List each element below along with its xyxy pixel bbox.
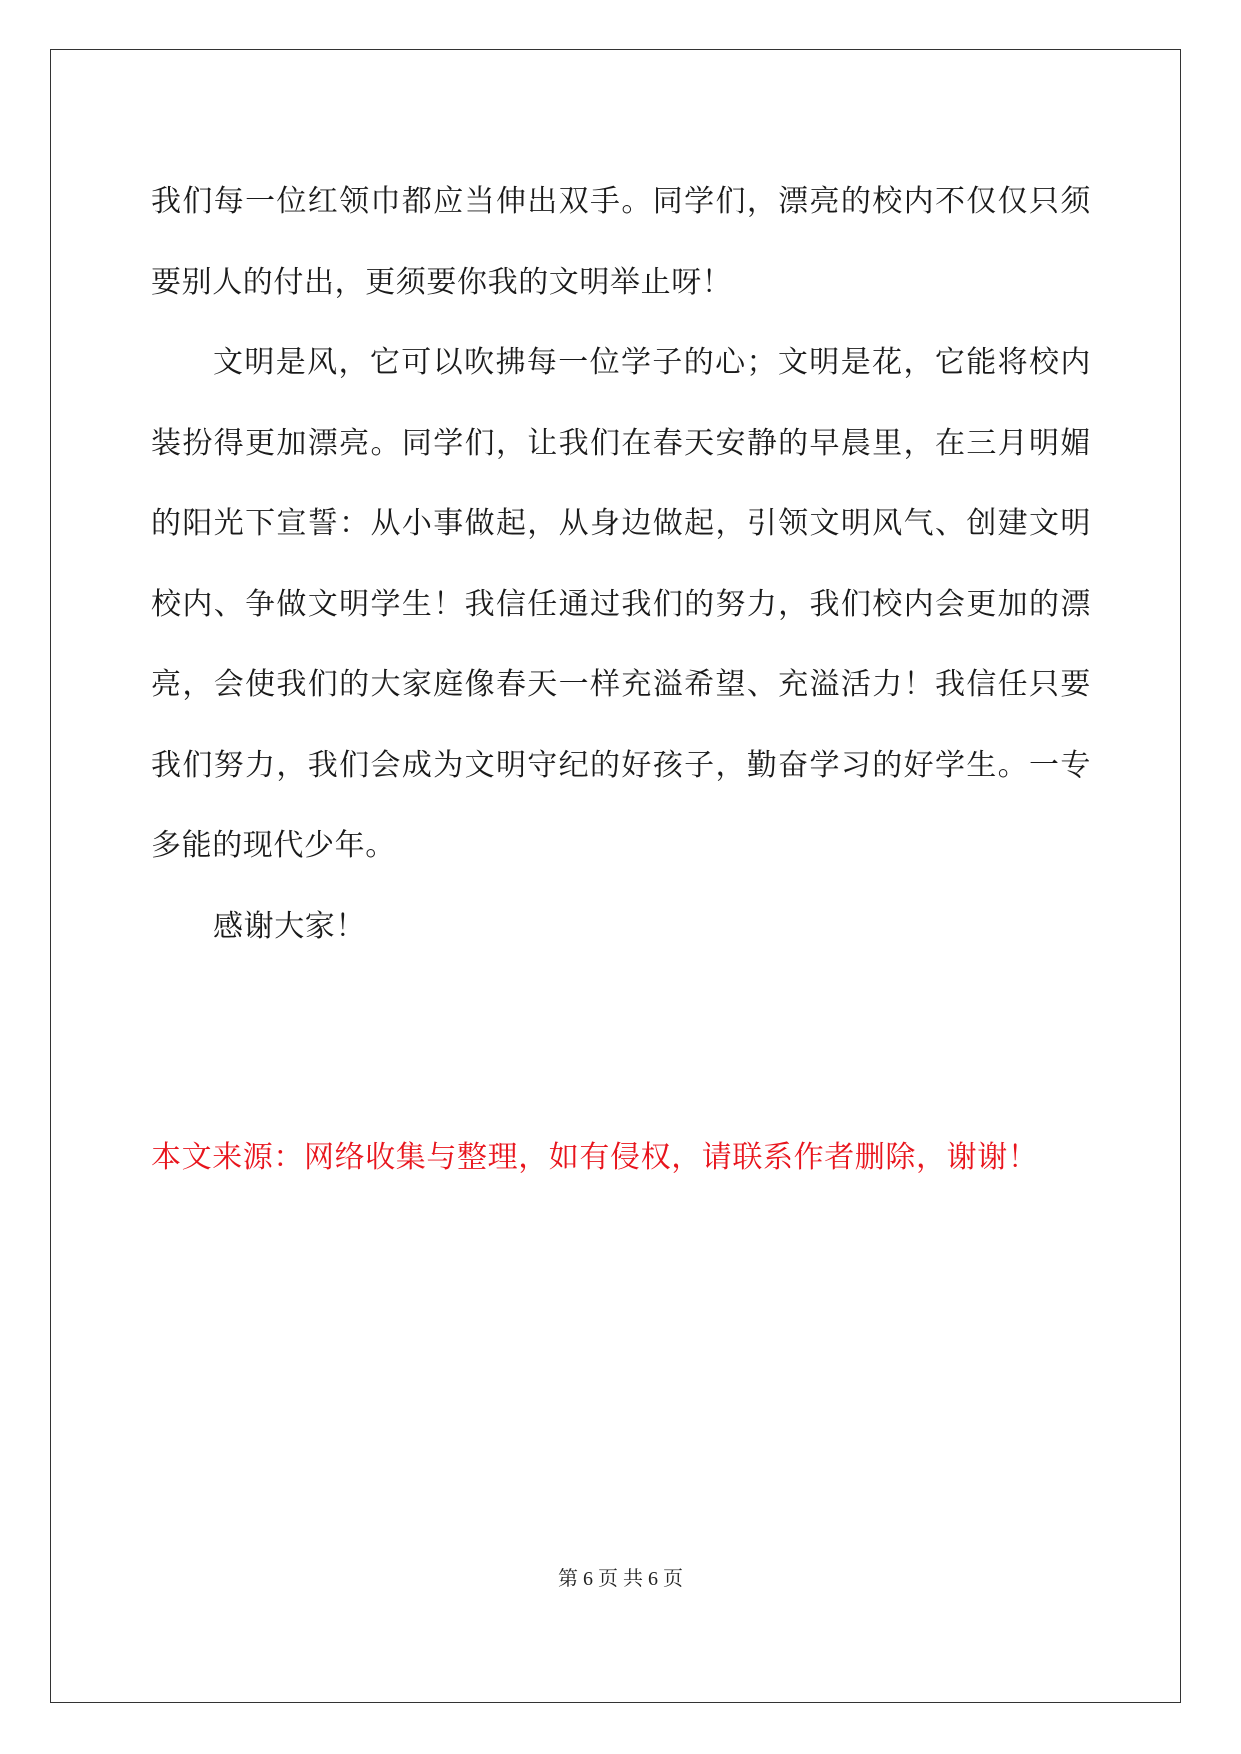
- document-body: [151, 162, 1091, 967]
- paragraph-3: 感谢大家！: [213, 908, 366, 944]
- paragraph-2: 文明是风，它可以吹拂每一位学子的心；文明是花，它能将校内装扮得更加漂亮。同学们，让我们在春天安静的早晨里，在三月明媚的阳光下宣誓：从小事做起，从身边做起，引领文明风气、创建文明校内、争做文明学生！我信任通过我们的努力，我们校内会更加的漂亮，会使我们的大家庭像春天一样充溢希望、充溢活力！我信任只要我们努力，我们会成为文明守纪的好孩子，勤奋学习的好学生。一专多能的现代少年。: [151, 345, 1091, 863]
- paragraph-1: 我们每一位红领巾都应当伸出双手。同学们，漂亮的校内不仅仅只须要别人的付出，更须要你我的文明举止呀！: [151, 184, 1091, 300]
- source-disclaimer: 本文来源：网络收集与整理，如有侵权，请联系作者删除，谢谢！: [151, 1140, 1039, 1175]
- page-number-footer: 第 6 页 共 6 页: [558, 1568, 683, 1590]
